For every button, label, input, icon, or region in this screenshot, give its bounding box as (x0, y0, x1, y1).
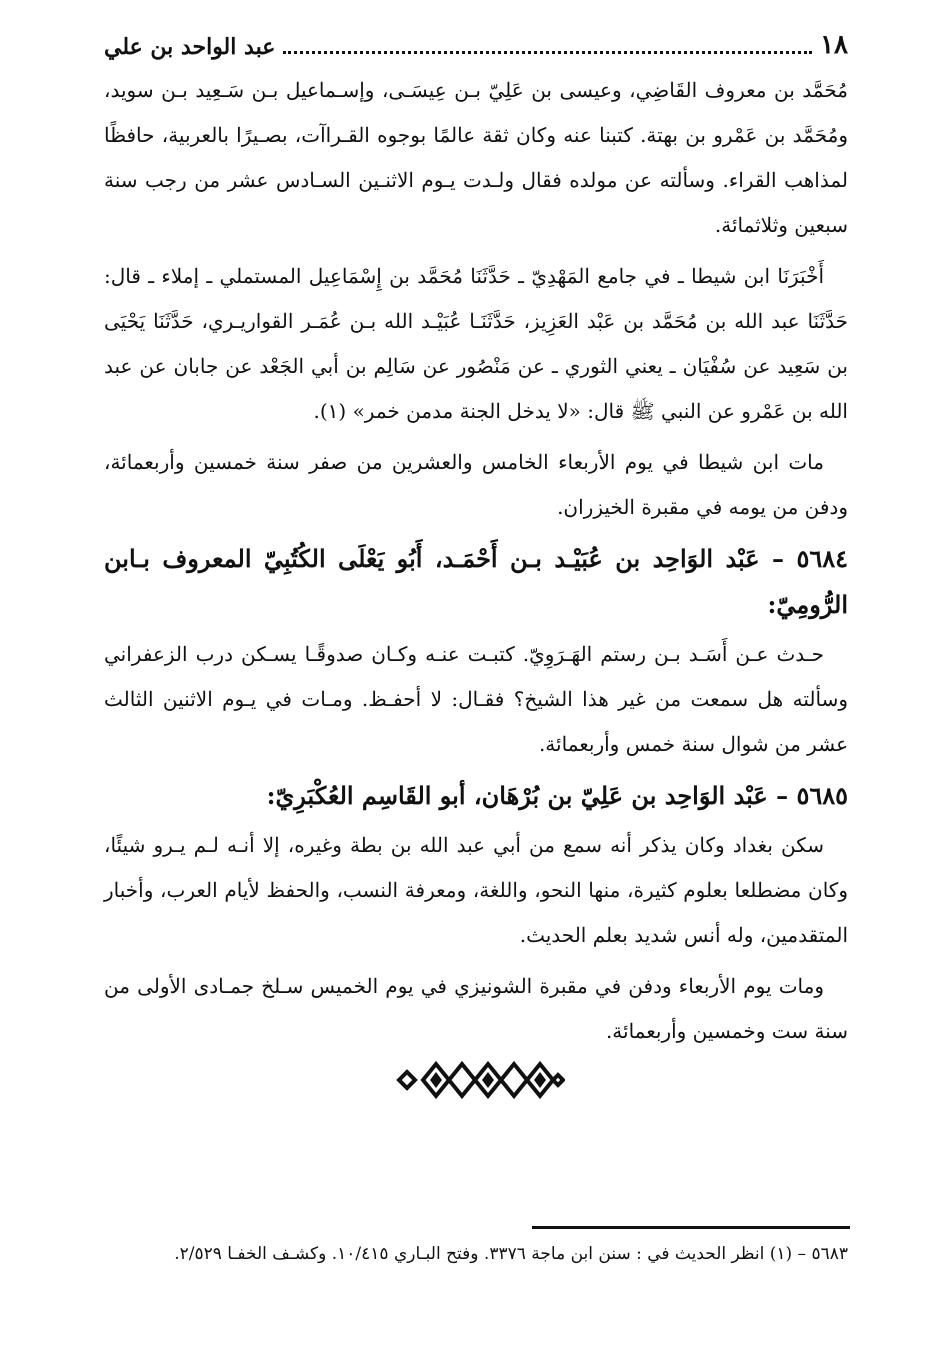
footnote: ٥٦٨٣ – (١) انظر الحديث في : سنن ابن ماجة ٣٣٧٦. وفتح البـاري ١٠/٤١٥. وكشـف الخفـا ٢/٥٢٩. (174, 1244, 848, 1264)
entry-heading: ٥٦٨٤ – عَبْد الوَاحِد بن عُبَيْـد بـن أَحْمَـد، أَبُو يَعْلَى الكُتُبِيّ المعروف بـابن الرُّومِيّ: (104, 544, 848, 619)
paragraph: أَخْبَرَنَا ابن شيطا ـ في جامع المَهْدِيّ ـ حَدَّثَنَا مُحَمَّد بن إِسْمَاعِيل المستملي ـ إملاء ـ قال: حَدَّثَنَا عبد الله بن مُحَمَّد بن عَبْد العَزِيز، حَدَّثَنَـا عُبَيْـد الله بـن عُمَـر القواريـري، حَدَّثَنَا يَحْيَى بن سَعِيد عن سُفْيَان ـ يعني الثوري ـ عن مَنْصُور عن سَالِم بن أبي الجَعْد عن جابان عن عبد الله بن عَمْرو عن النبي ﷺ قال: «لا يدخل الجنة مدمن خمر» (١). (104, 264, 848, 423)
running-title: عبد الواحد بن علي (104, 34, 276, 60)
paragraph: حـدث عـن أَسَـد بـن رستم الهَـرَوِيّ. كتبـت عنـه وكـان صدوقًـا يسـكن درب الزعفراني وسألته هل سمعت من غير هذا الشيخ؟ فقـال: لا أحفـظ. ومـات في يـوم الاثنين الثالث عشر من شوال سنة خمس وأربعمائة. (104, 642, 848, 756)
footnote-separator (532, 1226, 850, 1229)
paragraph: ومات يوم الأربعاء ودفن في مقبرة الشونيزي في يوم الخميس سـلخ جمـادى الأولى من سنة ست وخمسين وأربعمائة. (104, 974, 848, 1043)
entry-heading: ٥٦٨٥ – عَبْد الوَاحِد بن عَلِيّ بن بُرْهَان، أبو القَاسِم العُكْبَرِيّ: (266, 781, 848, 810)
page-number: ١٨ (820, 30, 848, 60)
page-header (104, 26, 848, 60)
paragraph: مات ابن شيطا في يوم الأربعاء الخامس والعشرين من صفر سنة خمسين وأربعمائة، ودفن من يومه في مقبرة الخيزران. (104, 450, 848, 519)
main-text (104, 68, 848, 1060)
paragraph: سكن بغداد وكان يذكر أنه سمع من أبي عبد الله بن بطة وغيره، إلا أنـه لـم يـرو شيئًا، وكان مضطلعا بعلوم كثيرة، منها النحو، واللغة، ومعرفة النسب، والحفظ لأيام العرب، وأخبار المتقدمين، وله أنس شديد بعلم الحديث. (104, 833, 848, 947)
paragraph: مُحَمَّد بن معروف القَاضِي، وعيسى بن عَلِيّ بـن عِيسَـى، وإسـماعيل بـن سَـعِيد بـن سويد، ومُحَمَّد بن عَمْرو بن بهتة. كتبنا عنه وكان ثقة عالمًا بوجوه القـراآت، بصـيرًا بالعربية، حافظًا لمذاهب القراء. وسألته عن مولده فقال ولـدت يـوم الاثنـين السـادس عشر من رجب سنة سبعين وثلاثمائة. (104, 78, 848, 237)
section-end-ornament (395, 1055, 565, 1105)
header-leader-dots (283, 50, 812, 54)
